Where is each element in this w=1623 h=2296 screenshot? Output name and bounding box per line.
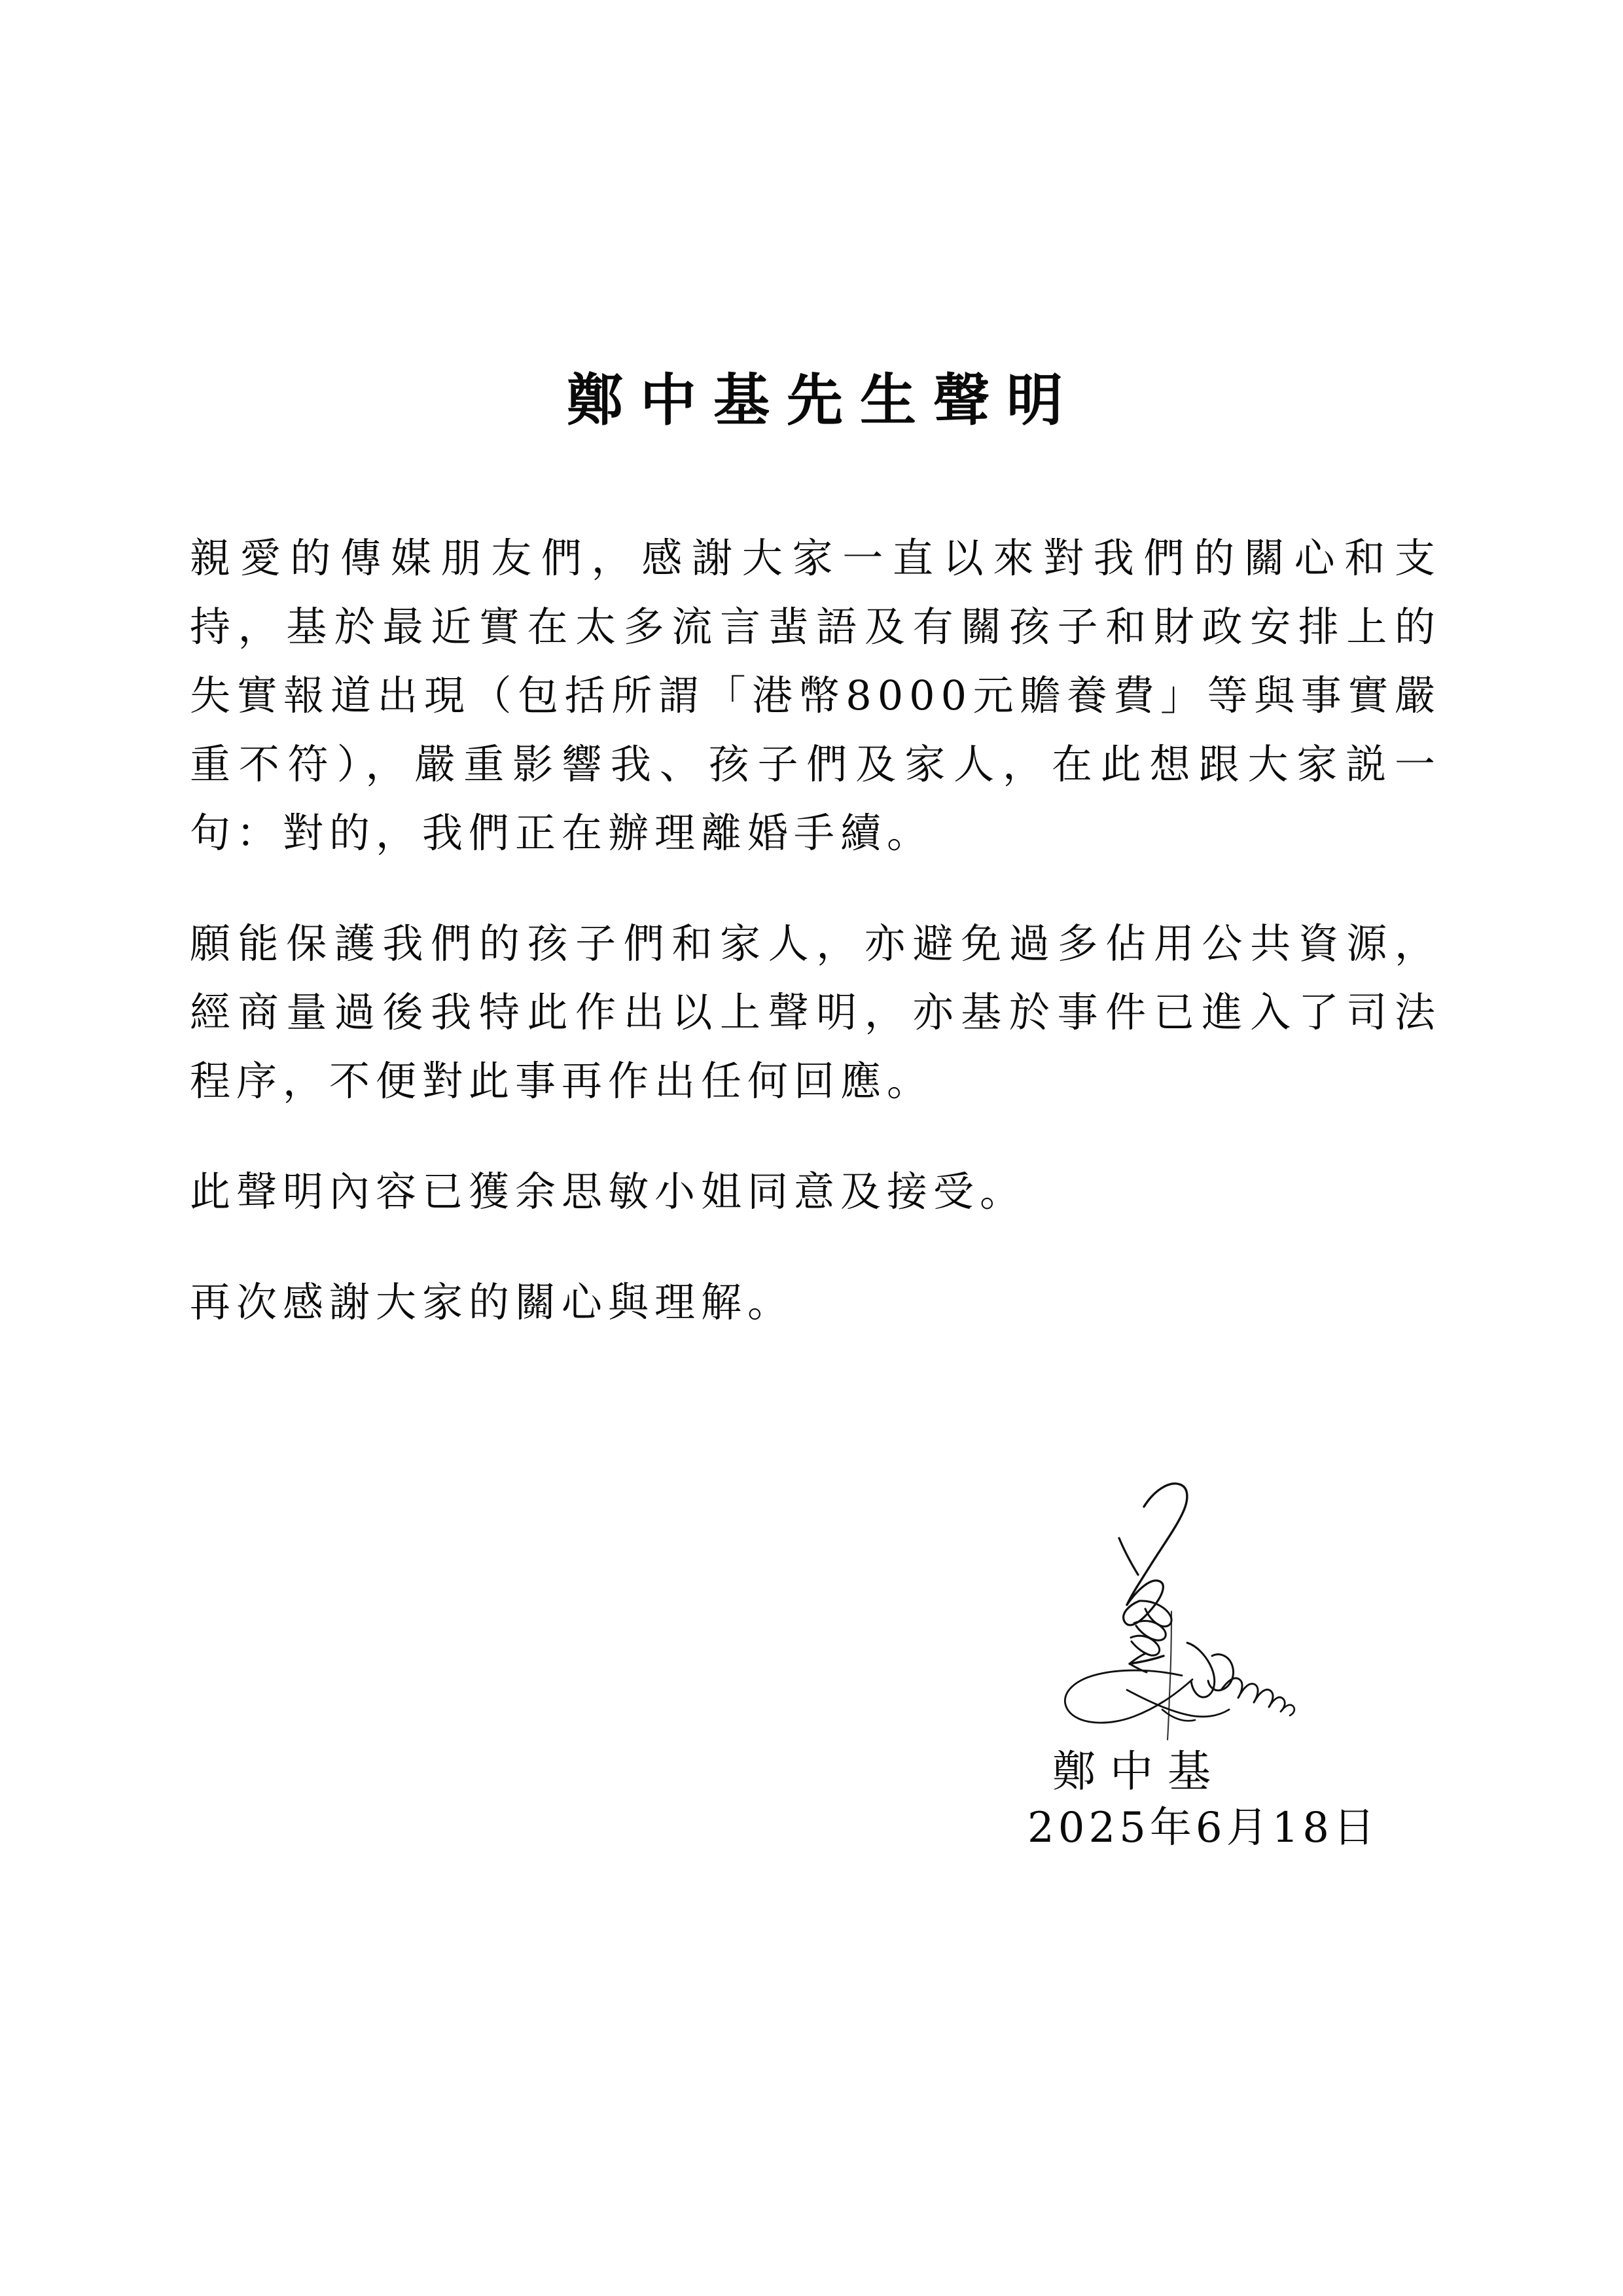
signature-block xyxy=(1021,1460,1479,1853)
page-title: 鄭中基先生聲明 xyxy=(567,367,1080,433)
signatory-name: 鄭中基 xyxy=(1052,1746,1225,1797)
handwritten-signature-icon xyxy=(1047,1460,1322,1748)
signature-date: 2025年6月18日 xyxy=(1027,1803,1380,1852)
paragraph: 再次感謝大家的關心與理解。 xyxy=(190,1278,794,1326)
paragraph: 親愛的傳媒朋友們，感謝大家一直以來對我們的關心和支持，基於最近實在太多流言蜚語及有關孩子和財政安排上的失實報道出現（包括所謂「港幣8000元贍養費」等與事實嚴重不符），嚴重影響我、孩子們及家人，在此想跟大家説一句：對的，我們正在辦理離婚手續。 xyxy=(190,534,1441,857)
statement-body xyxy=(190,524,1441,1336)
paragraph: 此聲明內容已獲余思敏小姐同意及接受。 xyxy=(190,1168,1027,1215)
paragraph: 願能保護我們的孩子們和家人，亦避免過多佔用公共資源，經商量過後我特此作出以上聲明，亦基於事件已進入了司法程序，不便對此事再作出任何回應。 xyxy=(190,920,1441,1105)
